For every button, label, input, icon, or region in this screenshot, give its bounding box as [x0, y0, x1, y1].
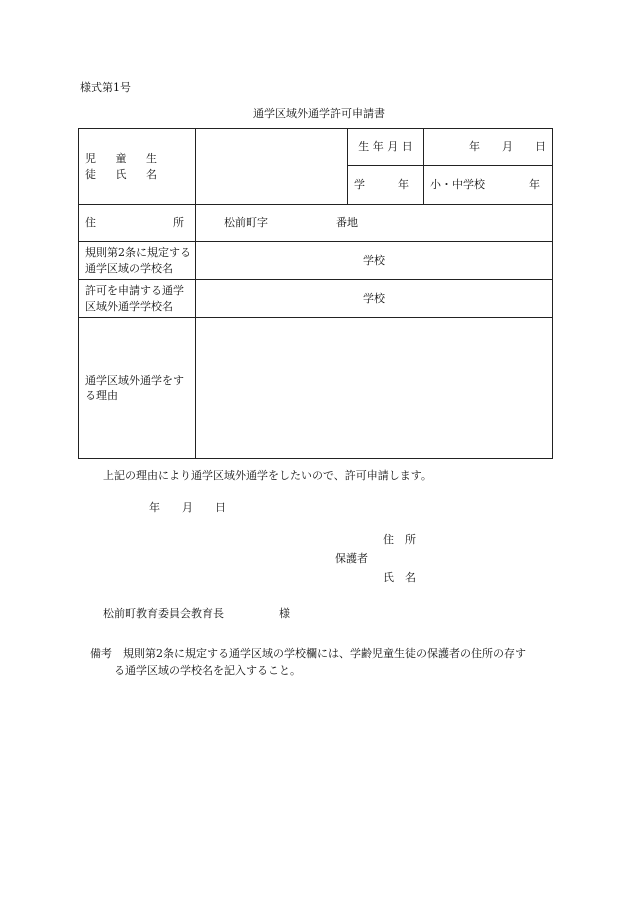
reason-field[interactable] [196, 318, 553, 459]
address-field[interactable] [196, 205, 553, 242]
address-suffix: 番地 [336, 216, 358, 230]
regulated-school-label: 規則第2条に規定する通学区域の学校名 [79, 242, 196, 280]
form-title: 通学区域外通学許可申請書 [253, 107, 385, 120]
guardian-address-label: 住 所 [383, 533, 416, 546]
remarks [90, 645, 560, 679]
regulated-school-suffix: 学校 [363, 253, 385, 267]
address-label: 住 所 [79, 205, 196, 242]
addressee: 松前町教育委員会教育長 様 [103, 607, 290, 620]
remarks-line-2: る通学区域の学校名を記入すること。 [114, 664, 301, 678]
date-line[interactable]: 年 月 日 [149, 501, 226, 514]
guardian-name-label: 氏 名 [383, 571, 416, 584]
form-number: 様式第1号 [80, 81, 131, 94]
requested-school-label: 許可を申請する通学区域外通学学校名 [79, 280, 196, 318]
grade-field[interactable]: 小・中学校 年 [424, 166, 553, 205]
student-name-label: 児 童 生 徒 氏 名 [79, 129, 196, 205]
birthdate-field[interactable]: 年 月 日 [424, 129, 553, 166]
grade-label: 学 年 [348, 166, 424, 205]
requested-school-field[interactable] [196, 280, 553, 318]
regulated-school-field[interactable] [196, 242, 553, 280]
student-name-field[interactable] [196, 129, 348, 205]
birthdate-label: 生 年 月 日 [348, 129, 424, 166]
remarks-line-1: 規則第2条に規定する通学区域の学校欄には、学齢児童生徒の保護者の住所の存す [123, 647, 526, 660]
statement: 上記の理由により通学区域外通学をしたいので、許可申請します。 [103, 469, 432, 482]
remarks-title: 備考 [90, 647, 112, 660]
requested-school-suffix: 学校 [363, 291, 385, 305]
address-town: 松前町字 [224, 216, 268, 230]
guardian-label: 保護者 [335, 552, 368, 565]
reason-label: 通学区域外通学をする理由 [79, 318, 196, 459]
application-form-table [78, 128, 553, 459]
